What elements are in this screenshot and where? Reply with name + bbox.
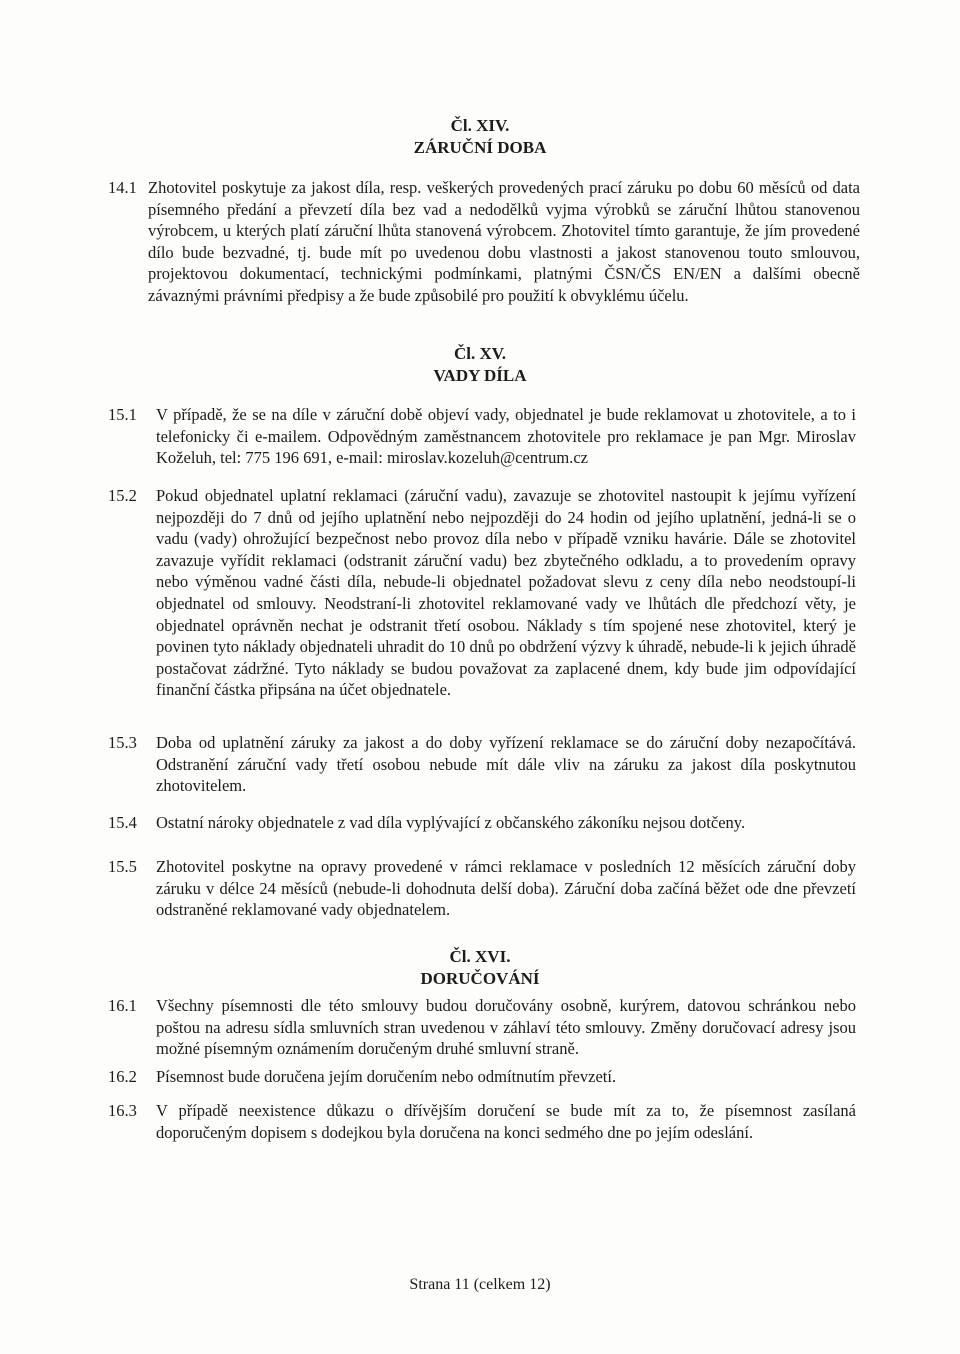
article-title: VADY DÍLA [433, 366, 527, 385]
paragraph-text: Ostatní nároky objednatele z vad díla vyplývající z občanského zákoníku nejsou dotčeny. [156, 813, 746, 832]
paragraph-number: 15.3 [108, 733, 137, 752]
article-title: ZÁRUČNÍ DOBA [413, 138, 547, 157]
article-number: Čl. XIV. [450, 116, 510, 135]
paragraph-number: 16.1 [108, 996, 137, 1015]
paragraph-text: Písemnost bude doručena jejím doručením nebo odmítnutím převzetí. [156, 1067, 617, 1086]
paragraph-text: Všechny písemnosti dle této smlouvy budou doručovány osobně, kurýrem, datovou schránkou nebo poštou na adresu sídla smluvních stran uvedenou v záhlaví této smlouvy. Změny doručovací adresy jsou možné písemným oznámením doručeným druhé smluvní straně. [156, 996, 856, 1059]
paragraph-text: Doba od uplatnění záruky za jakost a do doby vyřízení reklamace se do záruční doby nezapočítává. Odstranění záruční vady třetí osobou nebude mít dále vliv na záruku za jakost díla poskytnutou zhotovitelem. [156, 733, 856, 796]
paragraph-text: V případě neexistence důkazu o dřívějším doručení se bude mít za to, že písemnost zasílaná doporučeným dopisem s dodejkou byla doručena na konci sedmého dne po jejím odeslání. [156, 1101, 856, 1142]
article-number: Čl. XV. [453, 344, 507, 363]
article-number: Čl. XVI. [449, 947, 511, 966]
paragraph-number: 15.1 [108, 405, 137, 424]
section-heading-xv [0, 343, 960, 387]
paragraph-number: 16.2 [108, 1067, 137, 1086]
paragraph-number: 14.1 [108, 178, 137, 197]
section-heading-xiv [0, 115, 960, 159]
page-footer: Strana 11 (celkem 12) [409, 1276, 551, 1293]
paragraph-number: 16.3 [108, 1101, 137, 1120]
paragraph-number: 15.4 [108, 813, 137, 832]
article-title: DORUČOVÁNÍ [420, 969, 540, 988]
section-heading-xvi [0, 946, 960, 990]
paragraph-number: 15.2 [108, 486, 137, 505]
paragraph-text: Zhotovitel poskytne na opravy provedené v rámci reklamace v posledních 12 měsících záruční doby záruku v délce 24 měsíců (nebude-li dohodnuta delší doba). Záruční doba začíná běžet ode dne převzetí odstraněné reklamované vady objednatelem. [156, 857, 856, 920]
paragraph-text: V případě, že se na díle v záruční době objeví vady, objednatel je bude reklamovat u zhotovitele, a to i telefonicky či e-mailem. Odpovědným zaměstnancem zhotovitele pro reklamace je pan Mgr. Miroslav Koželuh, tel: 775 196 691, e-mail: miroslav.kozeluh@centrum.cz [156, 405, 856, 468]
paragraph-number: 15.5 [108, 857, 137, 876]
paragraph-text: Zhotovitel poskytuje za jakost díla, resp. veškerých provedených prací záruku po dobu 60 měsíců od data písemného předání a převzetí díla bez vad a nedodělků vyjma výrobků se záruční lhůtou stanovenou výrobcem, u kterých platí záruční lhůta stanovená výrobcem. Zhotovitel tímto garantuje, že jím provedené dílo bude bezvadné, tj. bude mít po uvedenou dobu vlastnosti a jakost stanovenou touto smlouvou, projektovou dokumentací, technickými podmínkami, platnými ČSN/ČS EN/EN a dalšími obecně závaznými právními předpisy a že bude způsobilé pro použití k obvyklému účelu. [148, 178, 860, 305]
paragraph-text: Pokud objednatel uplatní reklamaci (záruční vadu), zavazuje se zhotovitel nastoupit k jejímu vyřízení nejpozději do 7 dnů od jejího uplatnění nebo nejpozději do 24 hodin od jejího uplatnění, jedná-li se o vadu (vady) ohrožující bezpečnost nebo provoz díla nebo v případě vzniku havárie. Dále se zhotovitel zavazuje vyřídit reklamaci (odstranit záruční vadu) bez zbytečného odkladu, a to provedením opravy nebo výměnou vadné části díla, nebude-li objednatel požadovat slevu z ceny díla nebo neodstoupí-li objednatel od smlouvy. Neodstraní-li zhotovitel reklamované vady ve lhůtách dle předchozí věty, je objednatel oprávněn nechat je odstranit třetí osobou. Náklady s tím spojené nese zhotovitel, který je povinen tyto náklady objednateli uhradit do 10 dnů po obdržení výzvy k úhradě, nebude-li k jejich úhradě postačovat zádržné. Tyto náklady se budou považovat za zaplacené dnem, kdy bude jim odpovídající finanční částka připsána na účet objednatele. [156, 486, 856, 700]
